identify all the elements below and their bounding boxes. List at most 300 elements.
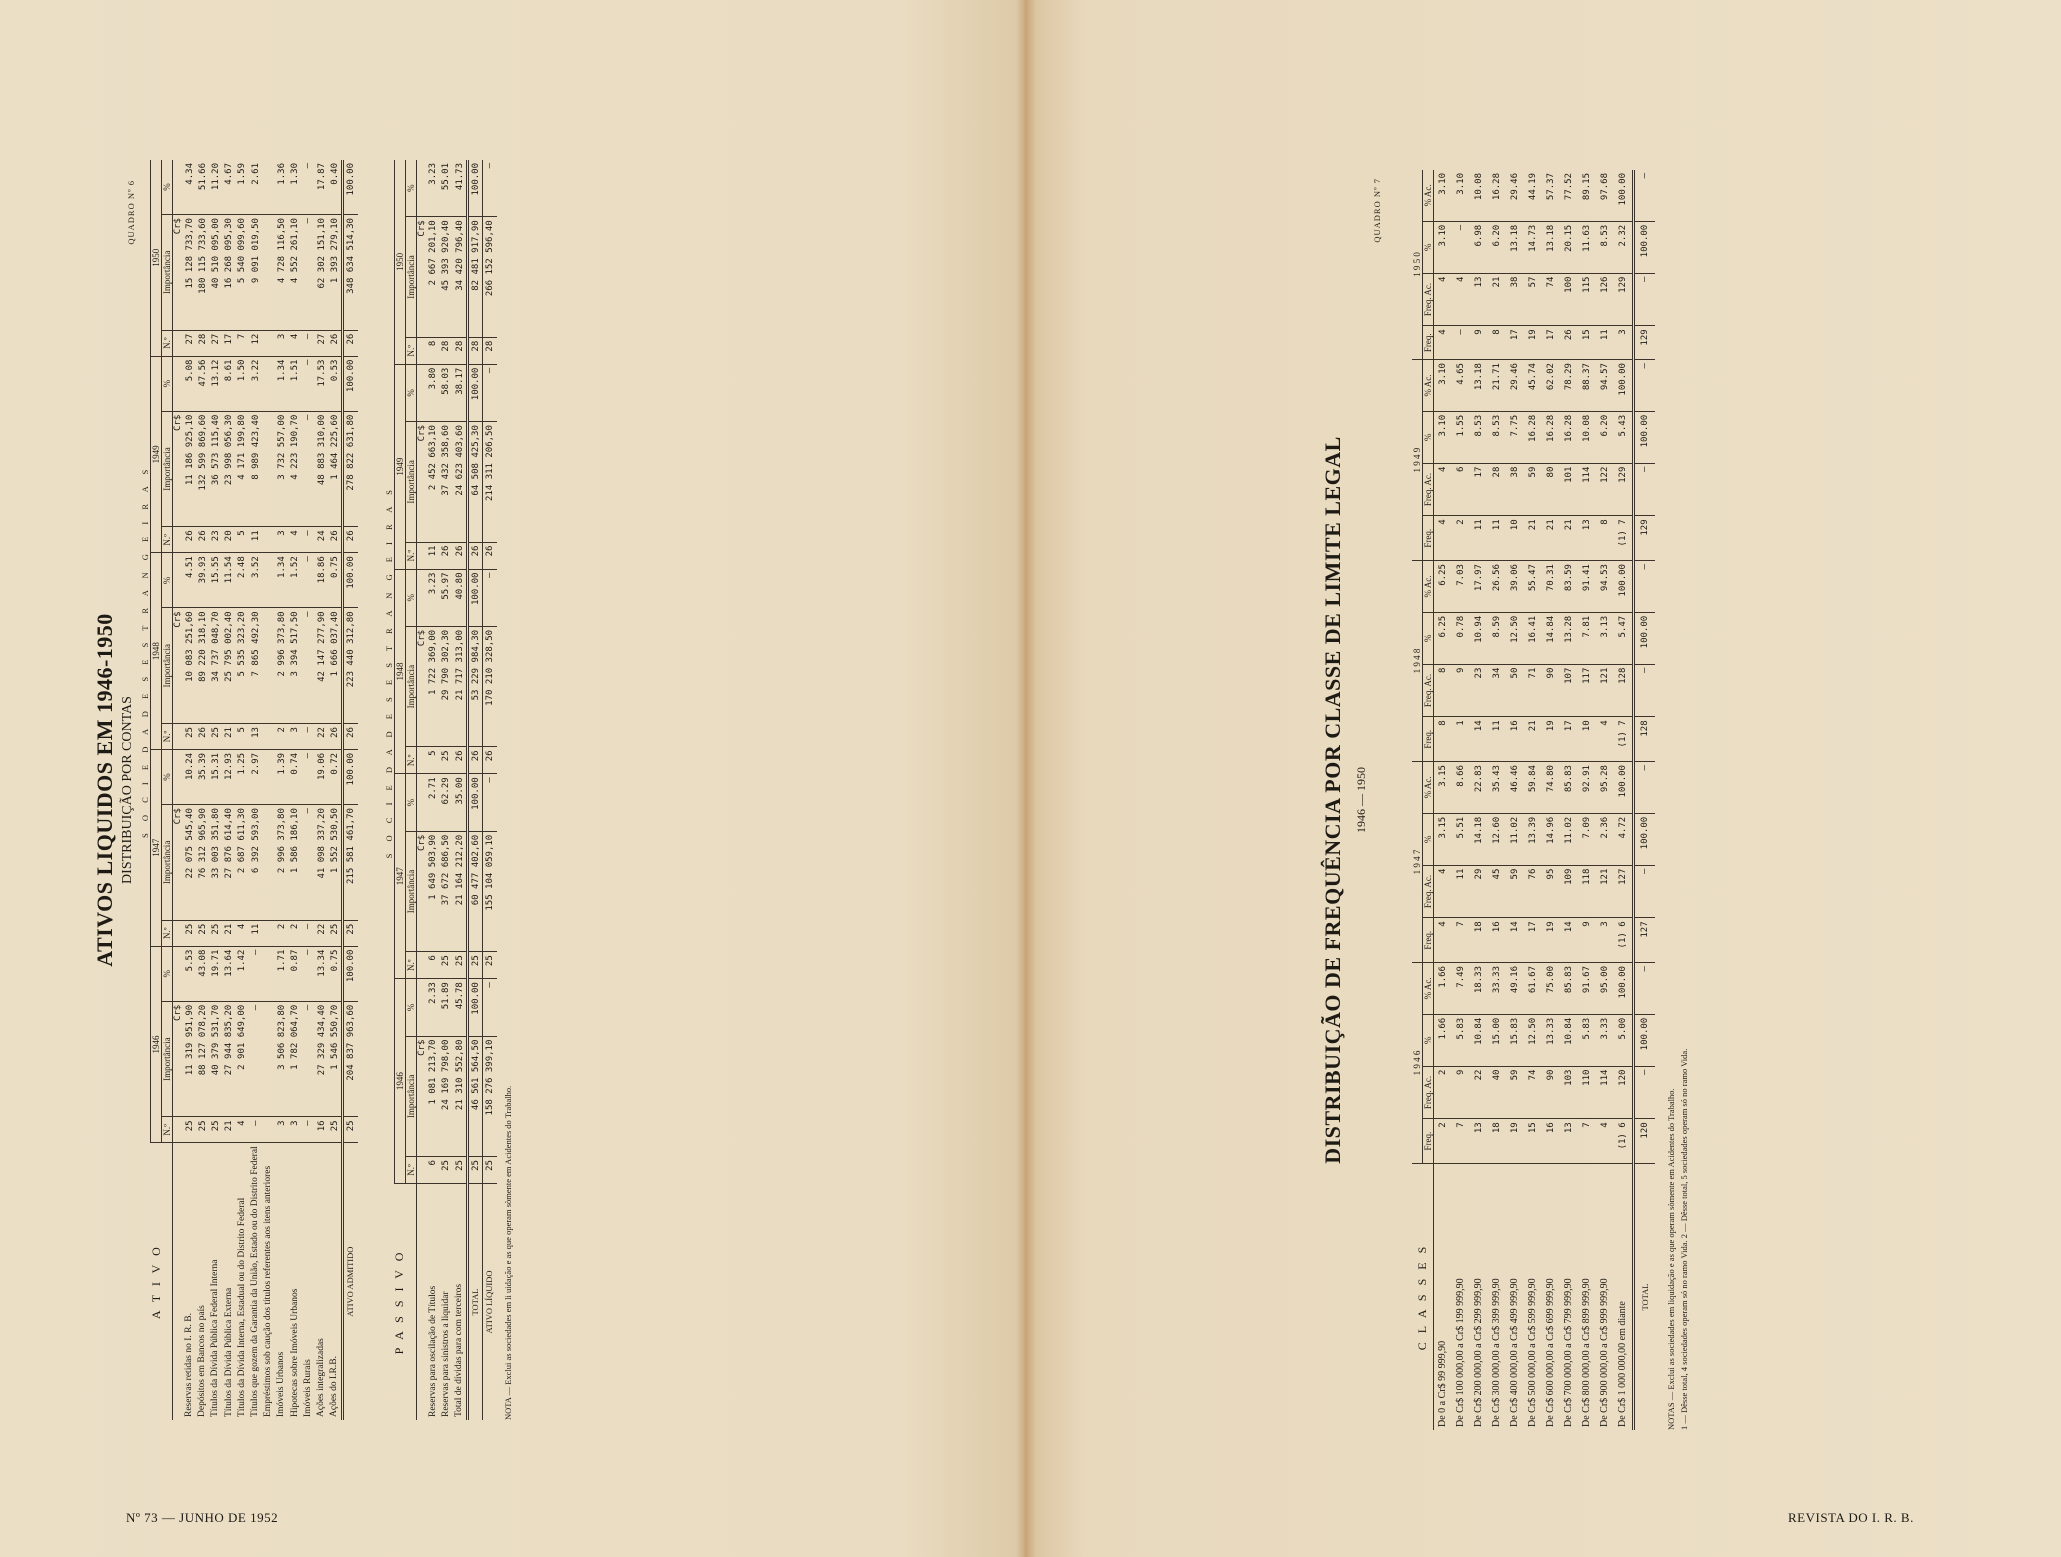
cell-value: 21 bbox=[1542, 516, 1560, 561]
cell-value: 25 bbox=[196, 920, 209, 946]
cell-value: 6 bbox=[1452, 463, 1470, 516]
cell-value: 128 bbox=[1634, 717, 1656, 762]
cell-value: 2.33 bbox=[427, 979, 440, 1036]
cell-value: — bbox=[483, 364, 497, 421]
sub-header: Freq. bbox=[1423, 326, 1434, 360]
cell-value: 6 bbox=[427, 1157, 440, 1184]
currency-spacer bbox=[416, 747, 427, 774]
class-label: De Cr$ 400 000,00 a Cr$ 499 999,90 bbox=[1509, 1278, 1520, 1427]
cell-value: 2 996 373,80 bbox=[275, 805, 288, 921]
sub-header: % bbox=[1423, 411, 1434, 463]
cell-value: — bbox=[483, 774, 497, 831]
col-importancia-header: Importância bbox=[405, 626, 416, 746]
cell-value: 28 bbox=[468, 337, 483, 364]
cell-value: 215 581 461,70 bbox=[343, 805, 358, 921]
currency-label: Cr$ bbox=[173, 411, 184, 527]
cell-value: 0.72 bbox=[328, 749, 343, 804]
cell-value: 4 bbox=[1434, 463, 1453, 516]
cell-value: 2 bbox=[275, 920, 288, 946]
cell-value: 4 bbox=[1452, 273, 1470, 326]
cell-value: 62 302 151,10 bbox=[315, 215, 328, 331]
currency-label: Cr$ bbox=[416, 422, 427, 542]
class-label: De Cr$ 200 000,00 a Cr$ 299 999,90 bbox=[1473, 1278, 1484, 1427]
year-header: 1 9 4 6 bbox=[1412, 963, 1423, 1164]
table-row bbox=[453, 160, 468, 1420]
cell-value: 1 666 037,40 bbox=[328, 608, 343, 724]
cell-value: 11 bbox=[1452, 865, 1470, 918]
cell-value: 4.51 bbox=[183, 553, 196, 608]
cell-value: 15.00 bbox=[1488, 1014, 1506, 1066]
sub-header: Freq. Ac. bbox=[1423, 664, 1434, 717]
cell-value: 19.71 bbox=[209, 946, 222, 1001]
cell-value: 25 bbox=[468, 952, 483, 979]
cell-value: 38 bbox=[1506, 273, 1524, 326]
cell-value: 57.37 bbox=[1542, 170, 1560, 221]
cell-value: 41 098 337,20 bbox=[315, 805, 328, 921]
cell-value: 34 737 048,70 bbox=[209, 608, 222, 724]
currency-spacer bbox=[416, 569, 427, 626]
year-header: 1949 bbox=[151, 356, 162, 553]
cell-value: 26 bbox=[343, 527, 358, 553]
col-n-header: N.º bbox=[162, 330, 173, 356]
cell-value: 1.51 bbox=[289, 356, 302, 411]
cell-value: 16.28 bbox=[1560, 411, 1578, 463]
currency-spacer bbox=[173, 946, 184, 1001]
cell-value: 85.83 bbox=[1560, 963, 1578, 1015]
cell-value: 4 bbox=[1434, 326, 1453, 360]
cell-value: 25 bbox=[209, 724, 222, 750]
col-n-header: N.º bbox=[405, 1157, 416, 1184]
cell-value: 27 bbox=[183, 330, 196, 356]
cell-value: 25 bbox=[328, 920, 343, 946]
class-row bbox=[1614, 170, 1634, 1430]
cell-value: 21 bbox=[223, 1117, 236, 1143]
cell-value: 88.37 bbox=[1578, 360, 1596, 412]
cell-value: 83.59 bbox=[1560, 561, 1578, 613]
cell-value: 51.89 bbox=[440, 979, 453, 1036]
cell-value: 118 bbox=[1578, 865, 1596, 918]
class-label: De Cr$ 800 000,00 a Cr$ 899 999,90 bbox=[1581, 1278, 1592, 1427]
cell-value: 5.83 bbox=[1452, 1014, 1470, 1066]
frequency-table bbox=[1412, 170, 1655, 1430]
cell-value: 29.46 bbox=[1506, 360, 1524, 412]
cell-value: 23 998 056,30 bbox=[223, 411, 236, 527]
cell-value: 76 bbox=[1524, 865, 1542, 918]
cell-value: 8.66 bbox=[1452, 762, 1470, 814]
cell-value: 15 bbox=[1524, 1119, 1542, 1164]
cell-value: 15 bbox=[1578, 326, 1596, 360]
cell-value: 8.61 bbox=[223, 356, 236, 411]
cell-value: 1.42 bbox=[236, 946, 249, 1001]
cell-value: 17 bbox=[1506, 326, 1524, 360]
table-row bbox=[289, 160, 302, 1420]
cell-value: 21 717 313,00 bbox=[453, 626, 468, 746]
cell-value: — bbox=[483, 979, 497, 1036]
cell-value: 25 bbox=[183, 1117, 196, 1143]
quadro-6-label: QUADRO Nº 6 bbox=[126, 180, 136, 245]
band-label-2: S O C I E D A D E S E S T R A N G E I R A S bbox=[383, 485, 394, 859]
table-row bbox=[236, 160, 249, 1420]
sub-header: Freq. bbox=[1423, 918, 1434, 963]
total-row-label: TOTAL bbox=[470, 1288, 481, 1316]
cell-value: 25 bbox=[328, 1117, 343, 1143]
cell-value: 28 bbox=[1488, 463, 1506, 516]
cell-value: 11.02 bbox=[1560, 813, 1578, 865]
cell-value: 10.84 bbox=[1470, 1014, 1488, 1066]
cell-value bbox=[262, 608, 275, 724]
col-importancia-header: Importância bbox=[405, 422, 416, 542]
cell-value: 14.96 bbox=[1542, 813, 1560, 865]
cell-value: 25 bbox=[483, 952, 497, 979]
cell-value: 75.00 bbox=[1542, 963, 1560, 1015]
cell-value: 100.00 bbox=[1634, 612, 1656, 664]
cell-value: 17 bbox=[1560, 717, 1578, 762]
cell-value: 5.47 bbox=[1614, 612, 1634, 664]
cell-value: 3 394 517,50 bbox=[289, 608, 302, 724]
sub-header: Freq. bbox=[1423, 717, 1434, 762]
cell-value: 1.36 bbox=[275, 160, 288, 215]
cell-value: 132 599 869,60 bbox=[196, 411, 209, 527]
cell-value: — bbox=[302, 946, 315, 1001]
col-pct-header: % bbox=[162, 356, 173, 411]
cell-value: 15.55 bbox=[209, 553, 222, 608]
cell-value: 1 722 369,00 bbox=[427, 626, 440, 746]
cell-value: 25 bbox=[468, 1157, 483, 1184]
col-importancia-header: Importância bbox=[405, 217, 416, 337]
cell-value: 3 bbox=[289, 1117, 302, 1143]
cell-value: 17.97 bbox=[1470, 561, 1488, 613]
cell-value: 8.59 bbox=[1488, 612, 1506, 664]
cell-value: 100.00 bbox=[1634, 1014, 1656, 1066]
cell-value: 4.65 bbox=[1452, 360, 1470, 412]
cell-value: 5.08 bbox=[183, 356, 196, 411]
cell-value: 9 bbox=[1452, 1066, 1470, 1119]
cell-value: — bbox=[1634, 664, 1656, 717]
col-pct-header: % bbox=[405, 774, 416, 831]
cell-value: 223 440 312,80 bbox=[343, 608, 358, 724]
cell-value: (1) 7 bbox=[1614, 717, 1634, 762]
col-pct-header: % bbox=[162, 553, 173, 608]
cell-value: 26 bbox=[328, 330, 343, 356]
cell-value: 3.15 bbox=[1434, 813, 1453, 865]
cell-value: 0.40 bbox=[328, 160, 343, 215]
cell-value: 11 bbox=[1488, 516, 1506, 561]
cell-value: — bbox=[1452, 221, 1470, 273]
cell-value: 33 003 351,80 bbox=[209, 805, 222, 921]
col-importancia-header: Importância bbox=[405, 1036, 416, 1156]
cell-value: 85.83 bbox=[1560, 762, 1578, 814]
cell-value: 55.97 bbox=[440, 569, 453, 626]
cell-value: 37 672 686,50 bbox=[440, 831, 453, 951]
col-pct-header: % bbox=[162, 749, 173, 804]
currency-spacer bbox=[173, 1143, 184, 1420]
currency-spacer bbox=[173, 1117, 184, 1143]
cell-value: — bbox=[249, 1001, 262, 1117]
cell-value: — bbox=[302, 920, 315, 946]
quadro-6 bbox=[92, 160, 972, 1420]
cell-value bbox=[262, 724, 275, 750]
cell-value: 100.00 bbox=[343, 946, 358, 1001]
cell-value: 8 bbox=[1434, 717, 1453, 762]
cell-value: 127 bbox=[1614, 865, 1634, 918]
cell-value: 115 bbox=[1578, 273, 1596, 326]
currency-spacer bbox=[416, 364, 427, 421]
cell-value: 0.74 bbox=[289, 749, 302, 804]
cell-value: — bbox=[249, 946, 262, 1001]
cell-value: 15.31 bbox=[209, 749, 222, 804]
cell-value: — bbox=[249, 1117, 262, 1143]
cell-value: 19.06 bbox=[315, 749, 328, 804]
currency-spacer bbox=[173, 330, 184, 356]
cell-value: 3.10 bbox=[1434, 411, 1453, 463]
cell-value: — bbox=[1634, 1066, 1656, 1119]
currency-spacer bbox=[416, 952, 427, 979]
cell-value: 11 bbox=[249, 527, 262, 553]
cell-value: 6.98 bbox=[1470, 221, 1488, 273]
cell-value: 18 bbox=[1488, 1119, 1506, 1164]
cell-value: 46 561 564,50 bbox=[468, 1036, 483, 1156]
row-label: Empréstimos sob caução dos títulos referentes aos itens anteriores bbox=[263, 1165, 274, 1417]
cell-value: 19 bbox=[1524, 326, 1542, 360]
cell-value: 89 220 318,10 bbox=[196, 608, 209, 724]
cell-value: 17 bbox=[1524, 918, 1542, 963]
cell-value: 170 210 328,50 bbox=[483, 626, 497, 746]
cell-value: 8 bbox=[1434, 664, 1453, 717]
cell-value: 16.28 bbox=[1524, 411, 1542, 463]
cell-value: 204 837 963,60 bbox=[343, 1001, 358, 1117]
row-label: Reservas para sinistros a liquidar bbox=[440, 1291, 451, 1417]
cell-value: 6.20 bbox=[1596, 411, 1614, 463]
cell-value: 1.30 bbox=[289, 160, 302, 215]
class-row bbox=[1488, 170, 1506, 1430]
cell-value: — bbox=[1634, 963, 1656, 1015]
cell-value bbox=[262, 527, 275, 553]
cell-value: 122 bbox=[1596, 463, 1614, 516]
cell-value: 155 104 059,10 bbox=[483, 831, 497, 951]
cell-value: 9 bbox=[1578, 918, 1596, 963]
cell-value: 1.52 bbox=[289, 553, 302, 608]
cell-value: 49.16 bbox=[1506, 963, 1524, 1015]
cell-value: 13 bbox=[1470, 1119, 1488, 1164]
quadro-7-title: DISTRIBUIÇÃO DE FREQUÊNCIA POR CLASSE DE LIMITE LEGAL bbox=[1320, 436, 1345, 1164]
cell-value: 7 bbox=[1578, 1119, 1596, 1164]
cell-value: 27 329 434,40 bbox=[315, 1001, 328, 1117]
cell-value: 8 bbox=[1488, 326, 1506, 360]
cell-value: 11 bbox=[1488, 717, 1506, 762]
cell-value: 114 bbox=[1596, 1066, 1614, 1119]
cell-value: 3 732 557,00 bbox=[275, 411, 288, 527]
cell-value: 34 bbox=[1488, 664, 1506, 717]
cell-value: 4.67 bbox=[223, 160, 236, 215]
cell-value: 14.73 bbox=[1524, 221, 1542, 273]
cell-value: 100.00 bbox=[343, 356, 358, 411]
cell-value: 21 164 212,20 bbox=[453, 831, 468, 951]
cell-value: 21 bbox=[1524, 516, 1542, 561]
cell-value: 25 bbox=[453, 952, 468, 979]
cell-value: 45 bbox=[1488, 865, 1506, 918]
cell-value: 26 bbox=[483, 747, 497, 774]
cell-value: 9 bbox=[1470, 326, 1488, 360]
cell-value: 28 bbox=[453, 337, 468, 364]
band-label: S O C I E D A D E S E S T R A N G E I R A S bbox=[140, 464, 150, 838]
year-header: 1949 bbox=[394, 364, 405, 569]
cell-value: 1 081 213,70 bbox=[427, 1036, 440, 1156]
cell-value: 14.84 bbox=[1542, 612, 1560, 664]
cell-value: 20.15 bbox=[1560, 221, 1578, 273]
currency-spacer bbox=[416, 1157, 427, 1184]
cell-value: — bbox=[302, 608, 315, 724]
cell-value: 8.53 bbox=[1488, 411, 1506, 463]
ativo-heading: A T I V O bbox=[140, 1143, 173, 1420]
cell-value: 8.53 bbox=[1470, 411, 1488, 463]
cell-value: 13.18 bbox=[1542, 221, 1560, 273]
ativo-liquido-row bbox=[483, 160, 497, 1420]
cell-value: 100.00 bbox=[1614, 762, 1634, 814]
cell-value bbox=[262, 920, 275, 946]
cell-value: 78.29 bbox=[1560, 360, 1578, 412]
class-row bbox=[1506, 170, 1524, 1430]
cell-value: 25 bbox=[209, 920, 222, 946]
sub-header: % bbox=[1423, 1014, 1434, 1066]
cell-value: — bbox=[1634, 463, 1656, 516]
cell-value: 100.00 bbox=[468, 364, 483, 421]
sub-header: % bbox=[1423, 221, 1434, 273]
cell-value: 2.32 bbox=[1614, 221, 1634, 273]
cell-value: 70.31 bbox=[1542, 561, 1560, 613]
cell-value: — bbox=[302, 805, 315, 921]
cell-value: 17.53 bbox=[315, 356, 328, 411]
cell-value: 4 bbox=[1434, 516, 1453, 561]
cell-value: 100.00 bbox=[468, 569, 483, 626]
col-n-header: N.º bbox=[162, 1117, 173, 1143]
sub-header: Freq. bbox=[1423, 1119, 1434, 1164]
cell-value: 21 bbox=[223, 920, 236, 946]
cell-value: 1 782 064,70 bbox=[289, 1001, 302, 1117]
cell-value: 4 bbox=[1434, 273, 1453, 326]
cell-value: — bbox=[1634, 865, 1656, 918]
cell-value: 100 bbox=[1560, 273, 1578, 326]
cell-value: 58.03 bbox=[440, 364, 453, 421]
cell-value: 47.56 bbox=[196, 356, 209, 411]
cell-value: 114 bbox=[1578, 463, 1596, 516]
cell-value: 4.72 bbox=[1614, 813, 1634, 865]
sub-header: % Ac. bbox=[1423, 170, 1434, 221]
row-label: Imóveis Rurais bbox=[302, 1359, 313, 1417]
cell-value: 26 bbox=[343, 330, 358, 356]
cell-value: 5 540 099,60 bbox=[236, 215, 249, 331]
cell-value: 27 876 614,40 bbox=[223, 805, 236, 921]
currency-spacer bbox=[173, 553, 184, 608]
cell-value: 6.25 bbox=[1434, 561, 1453, 613]
cell-value: 4 bbox=[1596, 1119, 1614, 1164]
cell-value: 94.57 bbox=[1596, 360, 1614, 412]
cell-value: 8 bbox=[427, 337, 440, 364]
cell-value: 26 bbox=[453, 542, 468, 569]
cell-value: 5 bbox=[427, 747, 440, 774]
cell-value bbox=[262, 749, 275, 804]
cell-value: 18 bbox=[1470, 918, 1488, 963]
sub-header: Freq. bbox=[1423, 516, 1434, 561]
cell-value: 1.50 bbox=[236, 356, 249, 411]
cell-value: 1 546 550,70 bbox=[328, 1001, 343, 1117]
row-label: Reservas para oscilação de Títulos bbox=[427, 1285, 438, 1417]
class-label: De Cr$ 300 000,00 a Cr$ 399 999,90 bbox=[1491, 1278, 1502, 1427]
cell-value: 3.13 bbox=[1596, 612, 1614, 664]
cell-value: 29.46 bbox=[1506, 170, 1524, 221]
cell-value: 100.00 bbox=[1614, 963, 1634, 1015]
year-header: 1947 bbox=[394, 774, 405, 979]
book-spine bbox=[1016, 0, 1036, 1557]
cell-value: 88 127 078,20 bbox=[196, 1001, 209, 1117]
row-label: Títulos da Dívida Pública Federal Interna bbox=[210, 1259, 221, 1417]
cell-value: 100.00 bbox=[468, 774, 483, 831]
cell-value: 2 452 663,10 bbox=[427, 422, 440, 542]
table-row bbox=[440, 160, 453, 1420]
cell-value: 6.25 bbox=[1434, 612, 1453, 664]
cell-value: 17 bbox=[1470, 463, 1488, 516]
cell-value: 55.47 bbox=[1524, 561, 1542, 613]
cell-value: 12.93 bbox=[223, 749, 236, 804]
cell-value: 117 bbox=[1578, 664, 1596, 717]
cell-value: 16 bbox=[1506, 717, 1524, 762]
cell-value: 22 bbox=[315, 920, 328, 946]
cell-value: 6.20 bbox=[1488, 221, 1506, 273]
cell-value: 13 bbox=[1578, 516, 1596, 561]
cell-value: 77.52 bbox=[1560, 170, 1578, 221]
currency-spacer bbox=[173, 527, 184, 553]
cell-value: 11.63 bbox=[1578, 221, 1596, 273]
cell-value: 11 186 925,10 bbox=[183, 411, 196, 527]
table-row bbox=[209, 160, 222, 1420]
row-label: Total de dívidas para com terceiros bbox=[454, 1283, 465, 1417]
cell-value: 15 128 733,70 bbox=[183, 215, 196, 331]
cell-value: 3 bbox=[275, 527, 288, 553]
class-label: De Cr$ 600 000,00 a Cr$ 699 999,90 bbox=[1545, 1278, 1556, 1427]
class-row bbox=[1524, 170, 1542, 1430]
currency-spacer bbox=[173, 920, 184, 946]
sub-header: % bbox=[1423, 612, 1434, 664]
cell-value: 29 790 302,30 bbox=[440, 626, 453, 746]
cell-value: 26 bbox=[328, 527, 343, 553]
cell-value: 100.00 bbox=[468, 979, 483, 1036]
col-pct-header: % bbox=[405, 160, 416, 217]
cell-value: 10 bbox=[1578, 717, 1596, 762]
cell-value: 14 bbox=[1506, 918, 1524, 963]
table-row bbox=[249, 160, 262, 1420]
currency-spacer bbox=[416, 1184, 427, 1421]
cell-value: 19 bbox=[1542, 918, 1560, 963]
currency-label: Cr$ bbox=[416, 626, 427, 746]
cell-value: 26 bbox=[1560, 326, 1578, 360]
cell-value: 23 bbox=[209, 527, 222, 553]
cell-value: 13 bbox=[249, 724, 262, 750]
cell-value: 4 552 261,10 bbox=[289, 215, 302, 331]
cell-value: 90 bbox=[1542, 1066, 1560, 1119]
cell-value: 13.34 bbox=[315, 946, 328, 1001]
year-header: 1946 bbox=[394, 979, 405, 1184]
cell-value: 25 bbox=[183, 724, 196, 750]
cell-value: — bbox=[1634, 170, 1656, 221]
cell-value: 94.53 bbox=[1596, 561, 1614, 613]
cell-value: 120 bbox=[1614, 1066, 1634, 1119]
cell-value: 19 bbox=[1506, 1119, 1524, 1164]
cell-value: 278 822 631,80 bbox=[343, 411, 358, 527]
cell-value: 3 bbox=[289, 724, 302, 750]
quadro-6-subtitle: DISTRIBUIÇÃO POR CONTAS bbox=[120, 696, 135, 884]
cell-value: 26 bbox=[453, 747, 468, 774]
sub-header: Freq. Ac. bbox=[1423, 463, 1434, 516]
cell-value: 129 bbox=[1634, 326, 1656, 360]
